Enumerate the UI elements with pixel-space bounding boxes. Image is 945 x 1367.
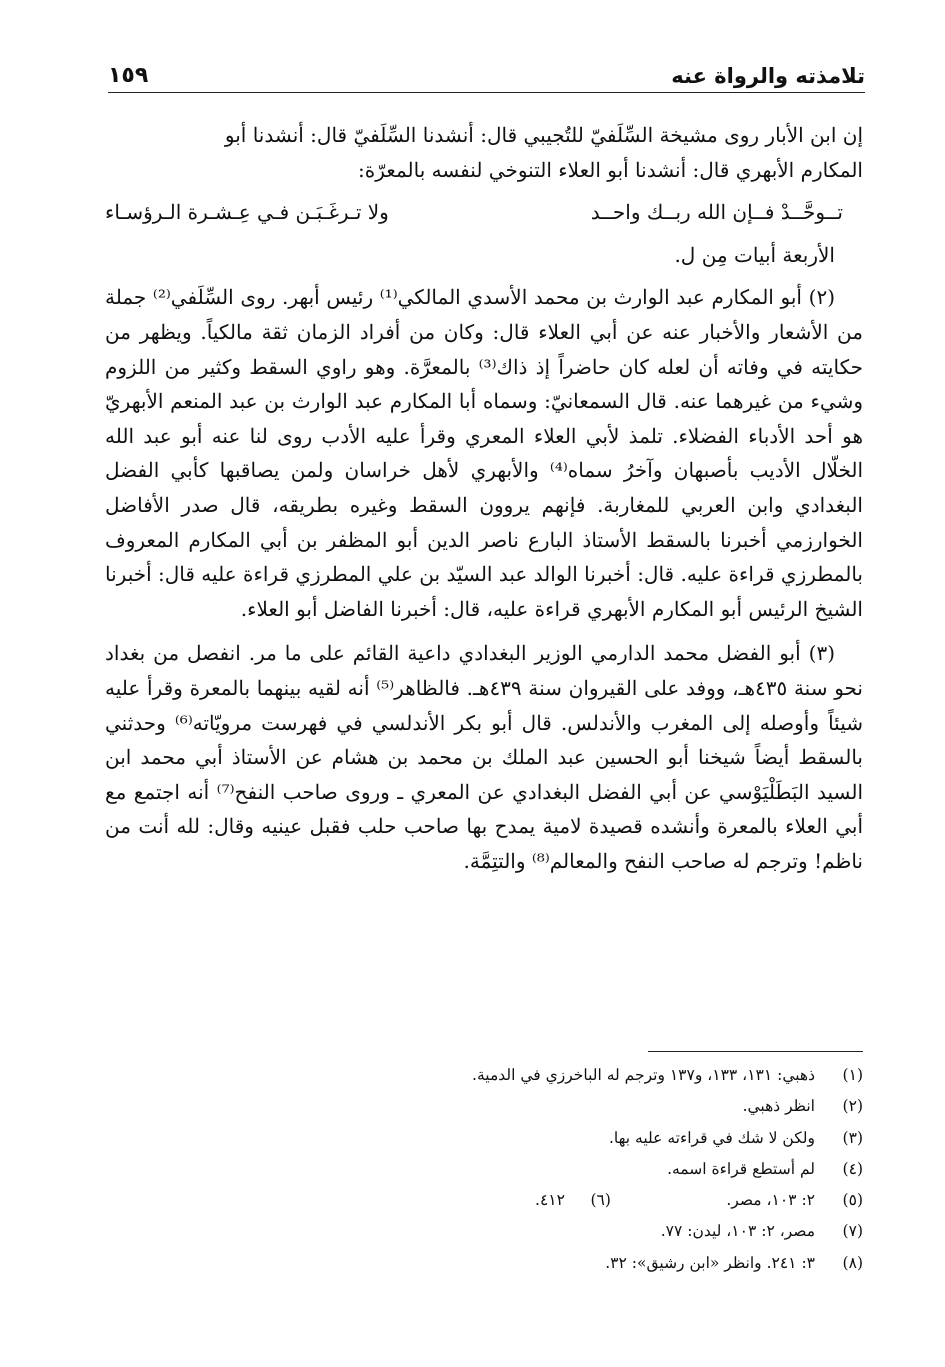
verse-left-hemistich: ولا تـرغَـبَـن فـي عِـشـرة الـرؤسـاء xyxy=(105,200,389,225)
footnote-text: ٤١٢. xyxy=(535,1191,565,1210)
footnote-item xyxy=(105,1216,863,1247)
footnote-text: ذهبي: ١٣١، ١٣٣، و١٣٧ وترجم له الباخرزي في الدمية. xyxy=(472,1066,815,1084)
verse-note: الأربعة أبيات مِن ل. xyxy=(674,242,835,267)
running-title: تلامذته والرواة عنه xyxy=(671,64,865,88)
footnote-item xyxy=(105,1060,863,1091)
footnote-number: (١) xyxy=(842,1066,863,1084)
footnote-number: (٨) xyxy=(842,1253,863,1272)
paragraph-2: (٢) أبو المكارم عبد الوارث بن محمد الأسدي المالكي⁽¹⁾ رئيس أبهر. روى السِّلَفي⁽²⁾ جملة من الأشعار والأخبار عنه عن أبي العلاء قال: وكان من أفراد الزمان ثقة مالكياً. ويظهر من حكايته في وفاته أن لعله كان حاضراً إذ ذاك⁽³⁾ بالمعرَّة. وهو راوي السقط وكثير من اللزوم وشيء من غيرهما عنه. قال السمعانيّ: وسماه أبا المكارم عبد الوارث بن عبد المنعم الأبهريّ هو أحد الأدباء الفضلاء. تلمذ لأبي العلاء المعري وقرأ عليه الأدب روى لنا عنه أبو عبد الله الخلّال الأديب بأصبهان وآخرُ سماه⁽⁴⁾ والأبهري لأهل خراسان ولمن يصاقبها كأبي الفضل البغدادي وابن العربي للمغاربة. فإنهم يروون السقط وغيره بطريقه، قال صدر الأفاضل الخوارزمي أخبرنا بالسقط الأستاذ البارع ناصر الدين أبو المظفر بن أبي المكارم المعروف بالمطرزي قراءة عليه. قال: أخبرنا الوالد عبد السيّد بن علي المطرزي قراءة عليه قال: أخبرنا الشيخ الرئيس أبو المكارم الأبهري قراءة عليه، قال: أخبرنا الفاضل أبو العلاء. xyxy=(105,285,864,621)
footnote-item xyxy=(105,1248,863,1279)
footnote-number: (٤) xyxy=(842,1159,863,1178)
footnote-item xyxy=(105,1154,863,1185)
main-text xyxy=(105,118,863,878)
footnote-number: (٥) xyxy=(842,1191,863,1210)
footnote-item xyxy=(105,1185,863,1216)
footnote-number: (٢) xyxy=(842,1097,863,1116)
verse-right-hemistich: تــوحَّــدْ فــإن الله ربــك واحــد xyxy=(590,200,843,225)
footnote-number: (٧) xyxy=(842,1222,863,1241)
footnotes xyxy=(105,1060,863,1279)
footnote-separator xyxy=(648,1051,863,1052)
paragraph-3: (٣) أبو الفضل محمد الدارمي الوزير البغدادي داعية القائم على ما مر. انفصل من بغداد نحو سنة ٤٣٥هـ، ووفد على القيروان سنة ٤٣٩هـ. فالظاهر⁽⁵⁾ أنه لقيه بينهما بالمعرة وقرأ عليه شيئاً وأوصله إلى المغرب والأندلس. قال أبو بكر الأندلسي في فهرست مرويّاته⁽⁶⁾ وحدثني بالسقط أيضاً شيخنا أبو الحسين عبد الملك بن محمد بن هشام عن الأستاذ أبي محمد ابن السيد البَطَلْيَوْسي عن أبي الفضل البغدادي عن المعري ـ وروى صاحب النفح⁽⁷⁾ أنه اجتمع مع أبي العلاء بالمعرة وأنشده قصيدة لامية يمدح بها صاحب حلب فقبل عينيه وقال: لله أنت من ناظم! وترجم له صاحب النفح والمعالم⁽⁸⁾ والتتِمَّة. xyxy=(105,641,863,873)
footnote-text: ولكن لا شك في قراءته عليه بها. xyxy=(608,1128,815,1147)
footnote-item xyxy=(105,1091,863,1122)
footnote-text: لم أستطع قراءة اسمه. xyxy=(667,1159,815,1178)
poem-verse xyxy=(105,195,843,230)
footnote-text: مصر، ٢: ١٠٣، ليدن: ٧٧. xyxy=(660,1222,815,1241)
footnote-text: انظر ذهبي. xyxy=(742,1097,815,1116)
footnote-number: (٦) xyxy=(590,1191,611,1210)
footnote-text: ٢: ١٠٣، مصر. xyxy=(726,1191,815,1210)
running-header xyxy=(108,52,865,93)
intro-line-1: إن ابن الأبار روى مشيخة السِّلَفيّ للتُجيبي قال: أنشدنا السِّلَفيّ قال: أنشدنا أبو xyxy=(224,123,863,147)
footnote-text: ٣: ٢٤١. وانظر «ابن رشيق»: ٣٢. xyxy=(605,1253,815,1272)
footnote-item xyxy=(105,1123,863,1154)
page-number: ١٥٩ xyxy=(108,63,149,88)
footnote-item-inline xyxy=(535,1185,611,1216)
intro-line-2: المكارم الأبهري قال: أنشدنا أبو العلاء التنوخي لنفسه بالمعرّة: xyxy=(358,157,863,182)
footnote-number: (٣) xyxy=(842,1128,863,1147)
